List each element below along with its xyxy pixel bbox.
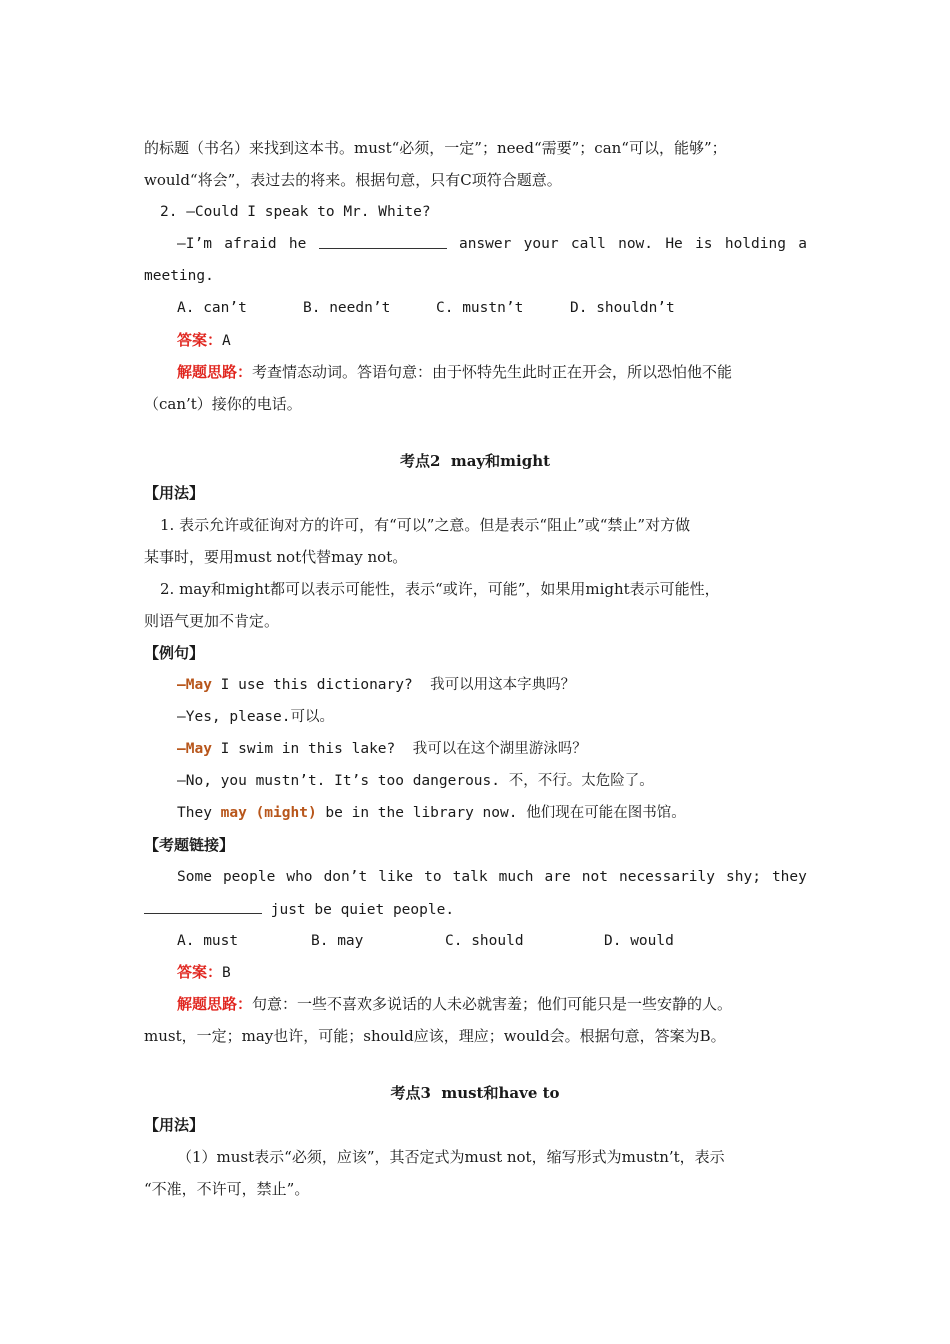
keyword-may: May — [185, 741, 212, 757]
s2-usage-label: 【用法】 — [144, 484, 205, 502]
s2-examples-label: 【例句】 — [144, 644, 205, 662]
q2-word: a — [798, 236, 807, 252]
s2-usage-1a: 1. 表示允许或征询对方的许可，有“可以”之意。但是表示“阻止”或“禁止”对方做 — [160, 516, 691, 534]
link-word: much — [498, 869, 534, 885]
intro-line-1: 的标题（书名）来找到这本书。must“必须，一定”；need“需要”；can“可以，能够”； — [144, 139, 727, 157]
link-word: Some — [177, 869, 212, 885]
s2-example-3 — [177, 739, 587, 759]
answer-label: 答案： — [177, 963, 223, 981]
intro-line-2: would“将会”，表过去的将来。根据句意，只有C项符合题意。 — [144, 171, 562, 189]
link-word: people — [222, 869, 276, 885]
analysis-text: 句意：一些不喜欢多说话的人未必就害羞；他们可能只是一些安静的人。 — [252, 995, 733, 1013]
section-3-title: 考点3 must和have to — [390, 1084, 560, 1102]
analysis-label: 解题思路： — [177, 995, 253, 1013]
answer-value: A — [222, 333, 231, 349]
link-answer-blank — [144, 899, 262, 914]
s2-link-line-2 — [144, 899, 454, 920]
q2-answer — [177, 330, 231, 351]
s2-example-5 — [177, 803, 686, 823]
s2-option-d: D. would — [604, 933, 674, 949]
s2-analysis-2: must，一定；may也许，可能；should应该，理应；would会。根据句意，答案为B。 — [144, 1027, 726, 1045]
analysis-text: 考查情态动词。答语句意：由于怀特先生此时正在开会，所以恐怕他不能 — [252, 363, 733, 381]
example-text: They — [177, 805, 221, 821]
link-word: who — [286, 869, 313, 885]
q2-word: answer — [458, 236, 512, 252]
keyword-may-might: may (might) — [220, 805, 317, 821]
q2-analysis-2: （can’t）接你的电话。 — [144, 395, 302, 413]
answer-value: B — [222, 965, 231, 981]
s2-usage-2a: 2. may和might都可以表示可能性，表示“或许，可能”，如果用might表示可能性， — [160, 580, 720, 598]
example-text: be in the library now. 他们现在可能在图书馆。 — [316, 805, 686, 821]
q2-word: holding — [724, 236, 786, 252]
example-text: I swim in this lake? 我可以在这个湖里游泳吗？ — [211, 741, 587, 757]
q2-option-a: A. can’t — [177, 300, 247, 316]
q2-word: is — [695, 236, 713, 252]
link-word: talk — [452, 869, 488, 885]
q2-word: he — [288, 236, 307, 252]
analysis-label: 解题思路： — [177, 363, 253, 381]
answer-label: 答案： — [177, 331, 223, 349]
s2-answer — [177, 962, 231, 983]
link-word: like — [378, 869, 414, 885]
q2-word: afraid — [224, 236, 277, 252]
q2-option-d: D. shouldn’t — [570, 300, 675, 316]
link-word: shy; — [726, 869, 761, 885]
s3-line-2: “不准，不许可，禁止”。 — [144, 1180, 310, 1198]
q2-analysis-1 — [177, 362, 732, 382]
s2-example-2: —Yes, please.可以。 — [177, 709, 334, 725]
s2-option-a: A. must — [177, 933, 239, 949]
s3-usage-label: 【用法】 — [144, 1116, 205, 1134]
link-word: are — [544, 869, 571, 885]
s2-usage-1b: 某事时，要用must not代替may not。 — [144, 548, 408, 566]
q2-line-2 — [177, 234, 807, 254]
q2-stem: 2. —Could I speak to Mr. White? — [160, 204, 431, 220]
q2-line-3: meeting. — [144, 268, 214, 284]
q2-option-c: C. mustn’t — [436, 300, 524, 316]
q2-option-b: B. needn’t — [303, 300, 391, 316]
q2-word: now. — [618, 236, 654, 252]
s3-line-1: （1）must表示“必须，应该”，其否定式为must not，缩写形式为mustn’t，表示 — [177, 1148, 725, 1166]
q2-word: your — [523, 236, 559, 252]
s2-example-4: —No, you mustn’t. It’s too dangerous. 不，不行。太危险了。 — [177, 773, 654, 789]
keyword-may: May — [185, 677, 212, 693]
s2-example-1 — [177, 675, 575, 695]
s2-analysis-1 — [177, 994, 732, 1014]
q2-answer-blank — [319, 234, 447, 249]
q2-word: —I’m — [177, 236, 212, 252]
dash: — — [177, 677, 186, 693]
s2-link-label: 【考题链接】 — [144, 836, 235, 854]
link-word: not — [581, 869, 608, 885]
section-2-title: 考点2 may和might — [399, 452, 551, 470]
s2-link-line-1 — [177, 867, 807, 887]
s2-option-b: B. may — [311, 933, 364, 949]
s2-option-c: C. should — [445, 933, 524, 949]
link-word: don’t — [323, 869, 368, 885]
dash: — — [177, 741, 186, 757]
s2-usage-2b: 则语气更加不肯定。 — [144, 612, 280, 630]
link-word: they — [771, 869, 807, 885]
q2-word: call — [570, 236, 606, 252]
link-word: to — [424, 869, 442, 885]
link-text: just be quiet people. — [262, 902, 455, 918]
link-word: necessarily — [618, 869, 715, 885]
example-text: I use this dictionary? 我可以用这本字典吗？ — [211, 677, 576, 693]
q2-word: He — [665, 236, 683, 252]
